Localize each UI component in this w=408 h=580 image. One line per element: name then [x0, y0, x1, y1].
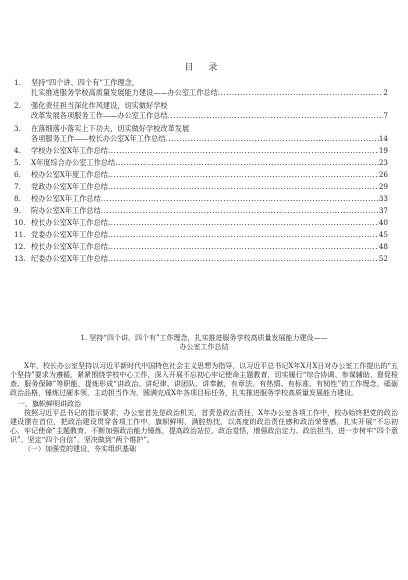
toc-entry-title: 院办公室X年工作总结 [31, 205, 101, 215]
toc-entry-number: 11. [14, 229, 26, 239]
toc-entry[interactable] [14, 124, 388, 143]
toc-leader-dots [166, 134, 379, 144]
toc-entry-title: 坚持“四个讲、四个有”工作理念， [31, 78, 139, 87]
toc-entry[interactable] [14, 158, 388, 168]
section-subheading: 办公室工作总结 [179, 343, 229, 351]
toc-leader-dots [108, 218, 379, 228]
toc-leader-dots [108, 170, 379, 180]
toc-leader-dots [108, 242, 379, 252]
toc-page-number: 33 [378, 193, 388, 203]
toc-entry-number: 8. [14, 193, 21, 203]
toc-entry-number: 3. [14, 124, 21, 134]
toc-leader-dots [108, 182, 379, 192]
toc-page-number: 14 [378, 133, 388, 143]
toc-page-number: 26 [378, 169, 388, 179]
toc-entry-title: 改革发展各项服务工作——办公室工作总结 [31, 110, 168, 120]
toc-title: 目 录 [184, 63, 224, 73]
toc-entry[interactable] [14, 254, 388, 264]
table-of-contents [14, 78, 388, 263]
toc-entry[interactable] [14, 242, 388, 252]
toc-entry[interactable] [14, 78, 388, 97]
toc-entry-number: 5. [14, 157, 21, 167]
toc-entry-title: 校办公室X年度工作总结 [31, 169, 108, 179]
toc-entry[interactable] [14, 101, 388, 120]
toc-page-number: 23 [378, 157, 388, 167]
toc-leader-dots [115, 158, 379, 168]
section-heading: 1. 坚持“四个讲、四个有”工作理念，扎实推进服务学校高质量发展能力建设—— [80, 334, 328, 342]
toc-entry[interactable] [14, 218, 388, 228]
toc-entry-number: 6. [14, 169, 21, 179]
subsection-heading: 一、旗帜鲜明讲政治 [18, 400, 81, 408]
toc-page-number: 45 [378, 229, 388, 239]
toc-entry[interactable] [14, 194, 388, 204]
toc-entry-title: 在落细落小落实上下功夫，切实做好学校改革发展 [31, 124, 190, 134]
toc-entry-title: 党委办公室X年工作总结 [31, 229, 108, 239]
toc-entry-title: 校办公室X年工作总结 [31, 193, 101, 203]
toc-page-number: 52 [378, 253, 388, 263]
section-1 [10, 334, 398, 454]
toc-entry[interactable] [14, 182, 388, 192]
toc-entry-title: 学校办公室X年工作总结 [31, 145, 108, 155]
toc-entry-title: 校长办公室X年工作总结 [31, 217, 108, 227]
toc-page-number: 40 [378, 217, 388, 227]
toc-page-number: 19 [378, 145, 388, 155]
toc-entry-number: 7. [14, 181, 21, 191]
toc-page-number: 2 [383, 87, 388, 97]
toc-entry-number: 4. [14, 145, 21, 155]
toc-entry-number: 2. [14, 101, 21, 111]
toc-entry[interactable] [14, 146, 388, 156]
toc-page-number: 7 [383, 110, 388, 120]
toc-entry-title: 各项服务工作——校长办公室X年工作总结 [31, 133, 166, 143]
toc-entry-title: 校长办公室X年工作总结 [31, 241, 108, 251]
toc-leader-dots [168, 111, 384, 121]
body-paragraph: 按照习近平总书记的指示要求，办公室首先是政治机关，首责是政治责任，X年办公室各项工作中，校办始终把党的政治建设摆在首位，把政治建设贯穿各项工作中，旗帜鲜明，满腔热忱，以高度的政治责任感和政治荣誉感，扎实开展“不忘初心、牢记使命”主题教育，不断加强政治能力锤炼，提高政治站位、政治觉悟，增强政治定力、政治担当，进一步树牢“四个意识”、坚定“四个自信”、坚决做到“两个维护”。 [10, 409, 398, 444]
toc-entry-title: 党政办公室X年工作总结 [31, 181, 108, 191]
body-paragraph: X年，校长办公室坚持以习近平新时代中国特色社会主义思想为指导，以习近平总书记X年X月X日对办公室工作提出的“五个坚持”要求为遵循，紧紧围绕学校中心工作，深入开展不忘初心牢记使命主题教育，切实履行“综合协调、参谋辅助、督促检查、服务保障”等职能，提炼形成“讲政治、讲纪律、讲团队、讲奉献，有章法、有热情、有标准、有韧性”的工作理念，砥砺政治品格，锤炼过硬本领，主动担当作为，圆满完成X年各项目标任务，扎实推进服务学校高质量发展能力建设。 [10, 362, 398, 397]
toc-leader-dots [108, 146, 379, 156]
toc-entry-title: 纪委办公室X年工作总结 [31, 253, 108, 263]
toc-page-number: 29 [378, 181, 388, 191]
toc-entry-number: 10. [14, 217, 26, 227]
toc-leader-dots [101, 194, 379, 204]
toc-entry-number: 9. [14, 205, 21, 215]
toc-leader-dots [101, 206, 379, 216]
toc-entry-title: 扎实推进服务学校高质量发展能力建设——办公室工作总结 [31, 87, 218, 97]
toc-entry-title: X年度综合办公室工作总结 [31, 157, 116, 167]
toc-page-number: 48 [378, 241, 388, 251]
sub-subsection-heading: （一）加强党的建设，夯实组织基础 [24, 445, 136, 453]
toc-entry[interactable] [14, 170, 388, 180]
toc-entry-title: 强化责任担当深化作风建设，切实做好学校 [31, 101, 168, 111]
toc-leader-dots [218, 88, 384, 98]
toc-entry-number: 12. [14, 241, 26, 251]
toc-entry-number: 13. [14, 253, 26, 263]
toc-entry-number: 1. [14, 78, 21, 87]
toc-entry[interactable] [14, 206, 388, 216]
toc-leader-dots [108, 254, 379, 264]
toc-leader-dots [108, 230, 379, 240]
toc-page-number: 37 [378, 205, 388, 215]
toc-entry[interactable] [14, 230, 388, 240]
